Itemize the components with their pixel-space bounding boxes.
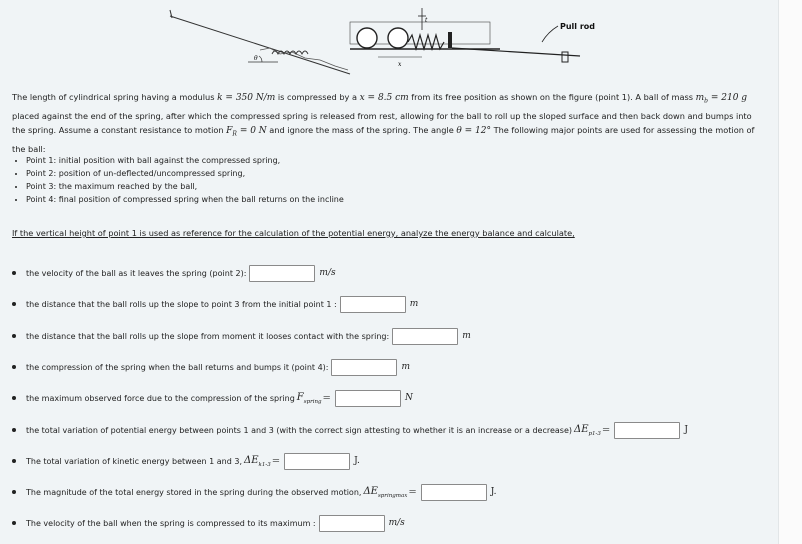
- answer-input-velocity-max-compression[interactable]: [319, 515, 385, 532]
- question-compression-point4: [12, 356, 410, 378]
- point-item: • Point 2: position of un-deflected/uncompressed spring,: [26, 167, 344, 180]
- question-velocity-leaving: [12, 262, 336, 284]
- question-label: the total variation of potential energy between points 1 and 3 (with the correct sign attesting to whether it is an increase or a decrease): [26, 425, 572, 435]
- point-item: • Point 1: initial position with ball against the compressed spring,: [26, 154, 344, 167]
- angle-label: θ: [254, 55, 258, 62]
- distance-label: x: [398, 61, 402, 68]
- theta-symbol: θ: [456, 126, 462, 137]
- point-item: • Point 3: the maximum reached by the ball,: [26, 180, 344, 193]
- question-distance-after-contact: [12, 325, 471, 347]
- answer-input-max-spring-force[interactable]: [335, 390, 401, 407]
- equals-sign: =: [408, 486, 417, 498]
- incline-line: [170, 16, 350, 74]
- bullet: [12, 271, 16, 275]
- spring-end-plate: [448, 32, 452, 48]
- unit-label: m/s: [388, 518, 405, 528]
- spring-energy-symbol-subscript: springmax: [377, 492, 408, 499]
- answer-input-distance-to-point3[interactable]: [340, 296, 406, 313]
- k-equals: =: [222, 93, 236, 103]
- problem-text-3: is compressed by a: [275, 92, 360, 102]
- question-label: the compression of the spring when the ball returns and bumps it (point 4):: [26, 362, 329, 372]
- bullet: [12, 459, 16, 463]
- kinetic-energy-symbol: [244, 455, 271, 468]
- spring-coil: [408, 35, 444, 49]
- resistance-value: 0 N: [250, 126, 267, 137]
- pull-rod: [452, 48, 580, 56]
- problem-text-7: placed against the end of the spring, after which the compressed spring is released from rest, allowing for the ball to roll up the sloped surface and then back down and bumps into the spring. Assume a constant resistance to motion: [12, 110, 752, 136]
- pull-rod-handle: [562, 52, 568, 62]
- resistance-symbol: F: [226, 126, 233, 137]
- kinetic-energy-symbol-main: ΔE: [244, 454, 259, 466]
- unit-label: N: [404, 393, 413, 403]
- problem-text-11: The following major points are used for assessing the motion of the ball:: [12, 125, 755, 154]
- spring-energy-symbol: [363, 486, 407, 499]
- problem-text-9: and ignore the mass of the spring. The angle: [266, 125, 457, 136]
- unit-label: J.: [490, 487, 497, 497]
- question-label: The total variation of kinetic energy between 1 and 3,: [26, 456, 242, 466]
- bullet: [12, 428, 16, 432]
- unit-label: m/s: [319, 268, 336, 278]
- unit-label: J: [684, 425, 688, 435]
- problem-text-1: The length of cylindrical spring having a modulus: [12, 92, 218, 102]
- answer-input-velocity-leaving[interactable]: [249, 265, 315, 282]
- question-distance-to-point3: [12, 293, 418, 315]
- unit-label: J.: [354, 456, 360, 466]
- k-symbol: k: [217, 93, 223, 103]
- height-label: t: [425, 17, 428, 24]
- theta-value: 12°: [475, 126, 491, 137]
- unit-label: m: [462, 331, 471, 341]
- question-potential-energy-variation: [12, 419, 688, 441]
- unit-label: m: [409, 299, 419, 309]
- answer-input-spring-energy-stored[interactable]: [421, 484, 487, 501]
- x-symbol: x: [359, 93, 365, 103]
- x-equals: =: [364, 93, 378, 103]
- equals-sign: =: [322, 392, 331, 404]
- equals-sign: =: [601, 424, 611, 436]
- ball-2-shape: [388, 28, 408, 48]
- bullet: [12, 334, 16, 338]
- question-label: The velocity of the ball when the spring is compressed to its maximum :: [26, 518, 316, 528]
- potential-energy-symbol-main: ΔE: [574, 423, 589, 435]
- k-value: 350 N/m: [235, 93, 276, 103]
- spring-energy-symbol-main: ΔE: [363, 485, 378, 497]
- question-spring-energy-stored: [12, 481, 497, 503]
- answer-input-kinetic-energy-variation[interactable]: [284, 453, 350, 470]
- key-points-list: [12, 154, 344, 206]
- question-label: The magnitude of the total energy stored in the spring during the observed motion,: [26, 487, 362, 497]
- instruction-text: If the vertical height of point 1 is used as reference for the calculation of the potential energy, analyze the energy balance and calculate,: [12, 228, 575, 238]
- force-symbol-subscript: spring: [303, 398, 322, 405]
- question-label: the distance that the ball rolls up the slope to point 3 from the initial point 1 :: [26, 299, 337, 309]
- x-value: 8.5 cm: [377, 93, 409, 103]
- force-symbol-main: F: [296, 391, 304, 403]
- mass-subscript: b: [704, 97, 708, 105]
- equals-sign: =: [271, 455, 281, 467]
- force-symbol: [297, 392, 322, 405]
- question-label: the distance that the ball rolls up the slope from moment it looses contact with the spring:: [26, 331, 390, 341]
- spring-incline-figure: [160, 2, 620, 84]
- question-max-spring-force: [12, 387, 413, 409]
- ball-shape: [357, 28, 377, 48]
- problem-text-5: from its free position as shown on the figure (point 1). A ball of mass: [408, 92, 696, 102]
- angle-arc: [259, 56, 262, 62]
- potential-energy-symbol-subscript: p1-3: [588, 430, 601, 437]
- problem-statement: [12, 90, 757, 156]
- point-item: • Point 4: final position of compressed spring when the ball returns on the incline: [26, 193, 344, 206]
- question-label: the maximum observed force due to the compression of the spring: [26, 393, 295, 403]
- bullet: [12, 490, 16, 494]
- bullet: [12, 302, 16, 306]
- question-label: the velocity of the ball as it leaves the spring (point 2):: [26, 268, 247, 278]
- right-edge-panel: [778, 0, 802, 544]
- bullet: [12, 521, 16, 525]
- answer-input-compression-point4[interactable]: [331, 359, 397, 376]
- resistance-subscript: R: [232, 130, 237, 138]
- resistance-equals: =: [236, 126, 251, 137]
- kinetic-energy-symbol-subscript: k1-3: [258, 461, 271, 468]
- mass-value: 210 g: [721, 93, 748, 103]
- bullet: [12, 365, 16, 369]
- question-velocity-max-compression: [12, 512, 405, 534]
- unit-label: m: [401, 362, 411, 372]
- mass-equals: =: [708, 93, 722, 103]
- question-kinetic-energy-variation: [12, 450, 360, 472]
- bullet: [12, 396, 16, 400]
- mass-symbol: m: [695, 93, 705, 103]
- pull-rod-label: Pull rod: [560, 22, 595, 31]
- answer-input-distance-after-contact[interactable]: [392, 328, 458, 345]
- answer-input-potential-energy-variation[interactable]: [614, 422, 680, 439]
- potential-energy-symbol: [574, 424, 601, 437]
- pull-rod-leader: [542, 26, 558, 42]
- theta-equals: =: [461, 126, 476, 137]
